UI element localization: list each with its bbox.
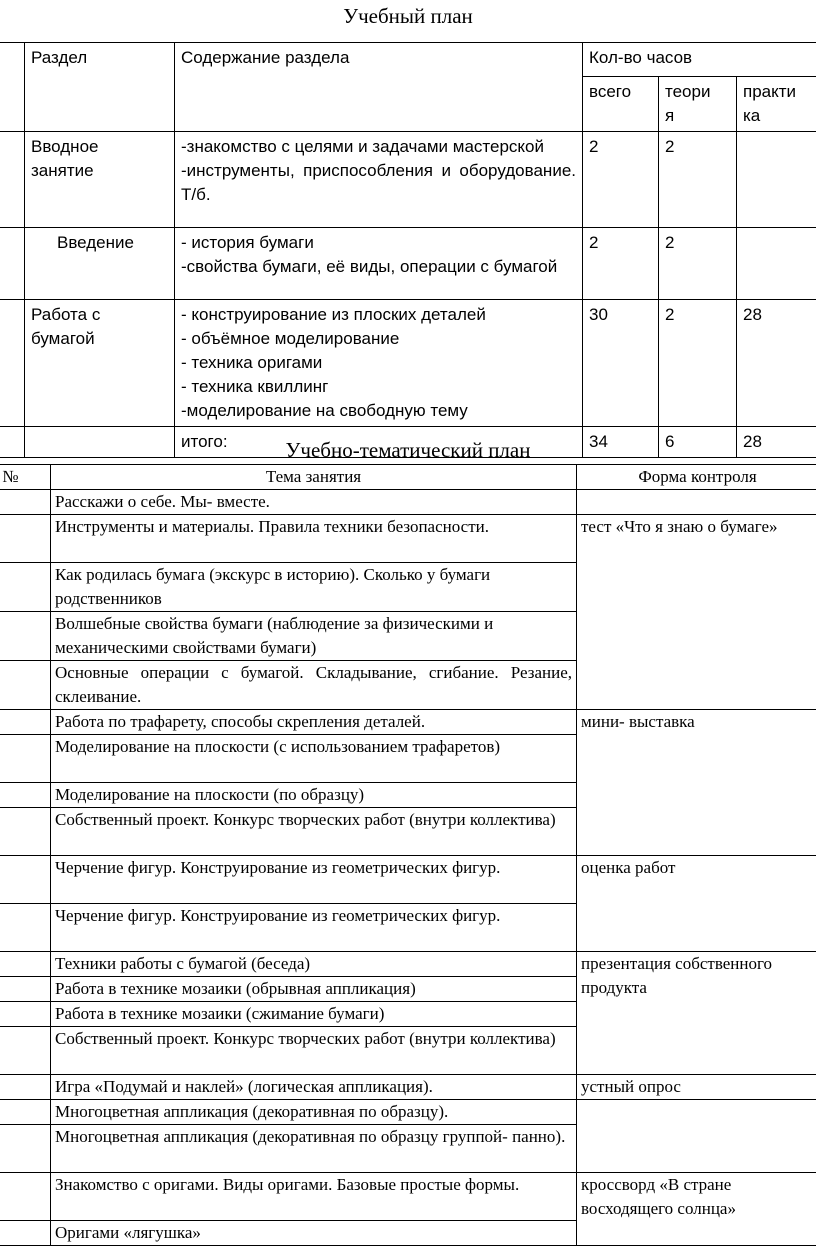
plan-row-theory: 2 bbox=[659, 228, 737, 300]
num-cell bbox=[0, 612, 51, 661]
topic-cell: Собственный проект. Конкурс творческих работ (внутри коллектива) bbox=[51, 1027, 577, 1075]
num-cell bbox=[0, 1173, 51, 1221]
control-cell: кроссворд «В стране восходящего солнца» bbox=[577, 1173, 816, 1246]
plan-row-theory: 2 bbox=[659, 300, 737, 427]
topic-cell: Работа в технике мозаики (сжимание бумаги) bbox=[51, 1002, 577, 1027]
plan-row-practice bbox=[737, 132, 816, 228]
num-cell bbox=[0, 710, 51, 735]
num-cell bbox=[0, 1100, 51, 1125]
topic-cell: Черчение фигур. Конструирование из геометрических фигур. bbox=[51, 904, 577, 952]
header-topic: Тема занятия bbox=[51, 465, 577, 490]
header-practice: практи ка bbox=[737, 77, 816, 132]
topic-cell: Игра «Подумай и наклей» (логическая аппликация). bbox=[51, 1075, 577, 1100]
control-cell bbox=[577, 490, 816, 515]
num-cell bbox=[0, 977, 51, 1002]
num-cell bbox=[0, 490, 51, 515]
plan-row-practice: 28 bbox=[737, 300, 816, 427]
topic-cell: Волшебные свойства бумаги (наблюдение за физическими и механическими свойствами бумаги) bbox=[51, 612, 577, 661]
empty-cell bbox=[0, 132, 25, 228]
thematic-title: Учебно-тематический план bbox=[285, 438, 531, 462]
control-cell bbox=[577, 1100, 816, 1173]
control-cell: оценка работ bbox=[577, 856, 816, 952]
num-cell bbox=[0, 1027, 51, 1075]
topic-cell: Расскажи о себе. Мы- вместе. bbox=[51, 490, 577, 515]
topic-cell: Знакомство с оригами. Виды оригами. Базовые простые формы. bbox=[51, 1173, 577, 1221]
num-cell bbox=[0, 856, 51, 904]
topic-cell: Собственный проект. Конкурс творческих работ (внутри коллектива) bbox=[51, 808, 577, 856]
topic-cell: Работа по трафарету, способы скрепления деталей. bbox=[51, 710, 577, 735]
plan-row-total: 30 bbox=[583, 300, 659, 427]
topic-cell: Инструменты и материалы. Правила техники безопасности. bbox=[51, 515, 577, 563]
plan-row-theory: 2 bbox=[659, 132, 737, 228]
thematic-plan-table bbox=[0, 464, 816, 1246]
control-cell: мини- выставка bbox=[577, 710, 816, 856]
empty-cell bbox=[0, 43, 25, 132]
plan-row-section: Вводное занятие bbox=[25, 132, 175, 228]
num-cell bbox=[0, 952, 51, 977]
topic-cell: Многоцветная аппликация (декоративная по образцу). bbox=[51, 1100, 577, 1125]
plan-row-content: -знакомство с целями и задачами мастерской -инструменты, приспособления и оборудование. Т/б. bbox=[175, 132, 583, 228]
topic-cell: Черчение фигур. Конструирование из геометрических фигур. bbox=[51, 856, 577, 904]
plan-row-theory: 6 bbox=[659, 427, 737, 458]
topic-cell: Многоцветная аппликация (декоративная по образцу группой- панно). bbox=[51, 1125, 577, 1173]
control-cell: устный опрос bbox=[577, 1075, 816, 1100]
num-cell bbox=[0, 1075, 51, 1100]
num-cell bbox=[0, 1125, 51, 1173]
control-cell: тест «Что я знаю о бумаге» bbox=[577, 515, 816, 710]
header-content: Содержание раздела bbox=[175, 43, 583, 132]
plan-row-practice: 28 bbox=[737, 427, 816, 458]
topic-cell: Моделирование на плоскости (по образцу) bbox=[51, 783, 577, 808]
header-control: Форма контроля bbox=[577, 465, 816, 490]
num-cell bbox=[0, 1221, 51, 1246]
study-plan-table bbox=[0, 42, 816, 458]
num-cell bbox=[0, 808, 51, 856]
plan-total-label: итого: bbox=[175, 427, 583, 458]
empty-cell bbox=[0, 228, 25, 300]
topic-cell: Оригами «лягушка» bbox=[51, 1221, 577, 1246]
plan-row-total: 2 bbox=[583, 228, 659, 300]
plan-row-total: 34 bbox=[583, 427, 659, 458]
topic-cell: Моделирование на плоскости (с использованием трафаретов) bbox=[51, 735, 577, 783]
empty-cell bbox=[0, 300, 25, 427]
header-num: № bbox=[0, 465, 51, 490]
plan-title: Учебный план bbox=[343, 4, 473, 28]
plan-row-section: Работа с бумагой bbox=[25, 300, 175, 427]
control-cell: презентация собственного продукта bbox=[577, 952, 816, 1075]
header-total: всего bbox=[583, 77, 659, 132]
num-cell bbox=[0, 515, 51, 563]
plan-row-practice bbox=[737, 228, 816, 300]
num-cell bbox=[0, 735, 51, 783]
topic-cell: Техники работы с бумагой (беседа) bbox=[51, 952, 577, 977]
num-cell bbox=[0, 783, 51, 808]
topic-cell: Работа в технике мозаики (обрывная аппликация) bbox=[51, 977, 577, 1002]
plan-row-content: - история бумаги -свойства бумаги, её виды, операции с бумагой bbox=[175, 228, 583, 300]
num-cell bbox=[0, 904, 51, 952]
topic-cell: Как родилась бумага (экскурс в историю). Сколько у бумаги родственников bbox=[51, 563, 577, 612]
topic-cell: Основные операции с бумагой. Складывание, сгибание. Резание, склеивание. bbox=[51, 661, 577, 710]
header-section: Раздел bbox=[25, 43, 175, 132]
plan-row-section: Введение bbox=[25, 228, 175, 300]
num-cell bbox=[0, 661, 51, 710]
plan-row-content: - конструирование из плоских деталей - объёмное моделирование - техника оригами - техника квиллинг -моделирование на свободную тему bbox=[175, 300, 583, 427]
plan-row-total: 2 bbox=[583, 132, 659, 228]
header-hours: Кол-во часов bbox=[583, 43, 816, 77]
header-theory: теори я bbox=[659, 77, 737, 132]
num-cell bbox=[0, 1002, 51, 1027]
num-cell bbox=[0, 563, 51, 612]
